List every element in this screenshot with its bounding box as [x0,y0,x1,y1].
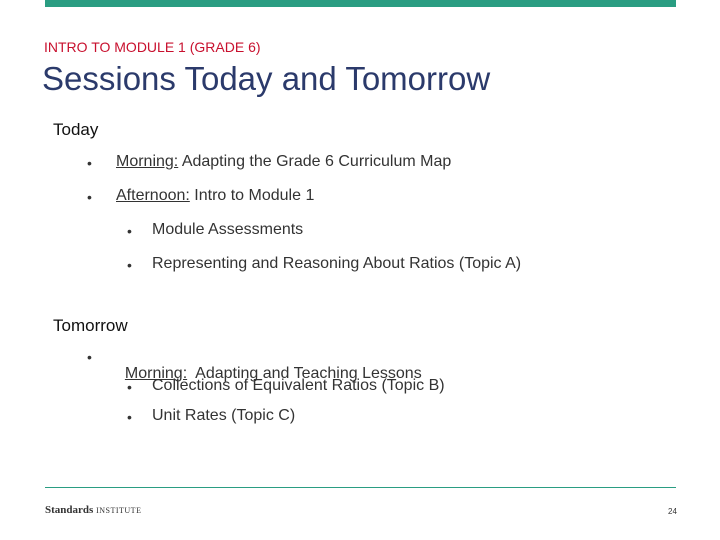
page-number: 24 [668,507,677,516]
today-afternoon-text: Intro to Module 1 [189,187,315,204]
today-sub-item: Representing and Reasoning About Ratios (Topic A) [152,255,522,272]
tomorrow-heading: Tomorrow [53,316,128,335]
footer-divider [45,487,676,488]
tomorrow-morning-label: Morning: [124,365,188,382]
brand-name: Standards [45,504,94,516]
today-afternoon-item [116,187,314,205]
today-morning-item [116,153,451,171]
section-kicker: INTRO TO MODULE 1 (GRADE 6) [44,39,261,55]
bullet-icon: • [127,257,132,273]
tomorrow-sub-item: Collections of Equivalent Ratios (Topic B) [152,377,445,394]
tomorrow-morning-text: Adapting and Teaching Lessons [187,365,422,382]
slide-title: Sessions Today and Tomorrow [42,60,491,97]
standards-institute-logo [45,504,141,516]
bullet-icon: • [87,155,92,171]
brand-suffix: INSTITUTE [96,506,142,515]
today-morning-label: Morning: [116,153,179,170]
bullet-icon: • [127,409,132,425]
bullet-icon: • [127,223,132,239]
today-afternoon-label: Afternoon: [116,187,190,204]
today-heading: Today [53,120,99,139]
bullet-icon: • [87,349,92,365]
top-accent-bar [45,0,676,7]
tomorrow-sub-item: Unit Rates (Topic C) [152,407,296,424]
today-sub-item: Module Assessments [152,221,304,238]
bullet-icon: • [127,379,132,395]
today-morning-text: Adapting the Grade 6 Curriculum Map [178,153,452,170]
bullet-icon: • [87,189,92,205]
